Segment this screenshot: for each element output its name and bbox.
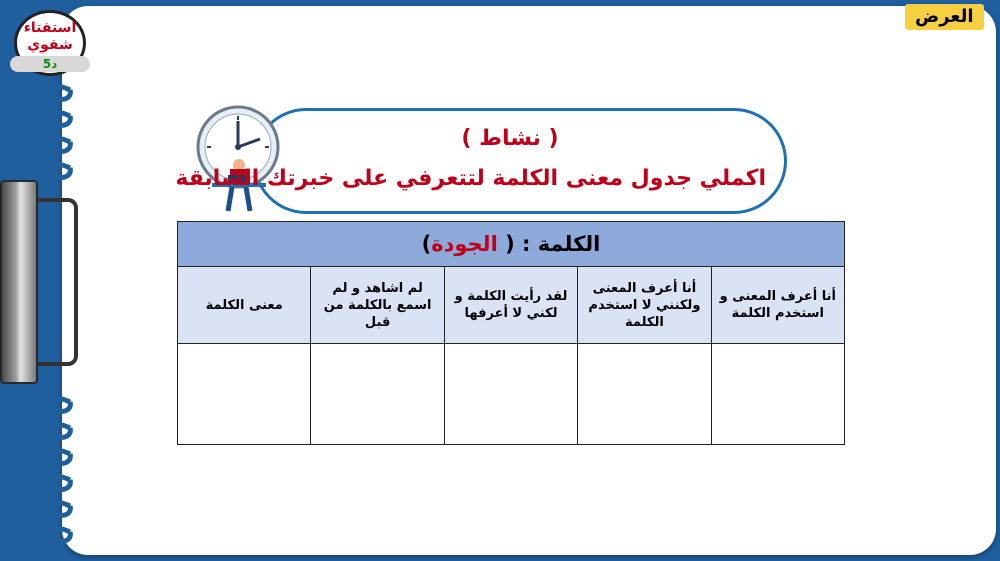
activity-banner: [175, 108, 787, 214]
column-header: معنى الكلمة: [178, 267, 311, 344]
column-header: لقد رأيت الكلمة و لكني لا أعرفها: [444, 267, 577, 344]
activity-title: ( نشاط ): [461, 126, 559, 151]
answer-row: [178, 344, 845, 445]
binder-ring: [48, 138, 70, 151]
word-knowledge-table: [177, 221, 845, 445]
binder-ring: [48, 164, 70, 177]
stamp-line1: استفتاء: [23, 20, 77, 36]
answer-cell[interactable]: [178, 344, 311, 445]
binder-clip: [0, 180, 38, 384]
word-close-paren: ): [421, 232, 432, 256]
binder-ring: [48, 450, 70, 463]
word-label: الكلمة : (: [505, 232, 601, 256]
target-word: الجودة: [431, 232, 506, 256]
binder-ring: [48, 86, 70, 99]
clock-worker-icon: [190, 105, 290, 215]
binder-ring: [48, 502, 70, 515]
answer-cell[interactable]: [711, 344, 844, 445]
stamp-line2: شفوي: [27, 37, 73, 53]
binder-ring: [48, 398, 70, 411]
binder-ring: [48, 528, 70, 541]
answer-cell[interactable]: [444, 344, 577, 445]
column-header: لم اشاهد و لم اسمع بالكلمة من قبل: [311, 267, 444, 344]
column-header: أنا أعرف المعنى و استخدم الكلمة: [711, 267, 844, 344]
word-header-cell: [178, 222, 845, 267]
column-header: أنا أعرف المعنى ولكنني لا استخدم الكلمة: [578, 267, 711, 344]
activity-instruction: اكملي جدول معنى الكلمة لتتعرفي على خبرتك السابقة: [175, 166, 766, 191]
binder-ring: [48, 424, 70, 437]
answer-cell[interactable]: [311, 344, 444, 445]
binder-ring: [48, 476, 70, 489]
word-header-row: [178, 222, 845, 267]
stamp-duration: 5د: [10, 56, 90, 72]
binder-ring: [48, 112, 70, 125]
answer-cell[interactable]: [578, 344, 711, 445]
column-header-row: [178, 267, 845, 344]
display-badge: العرض: [905, 4, 984, 30]
